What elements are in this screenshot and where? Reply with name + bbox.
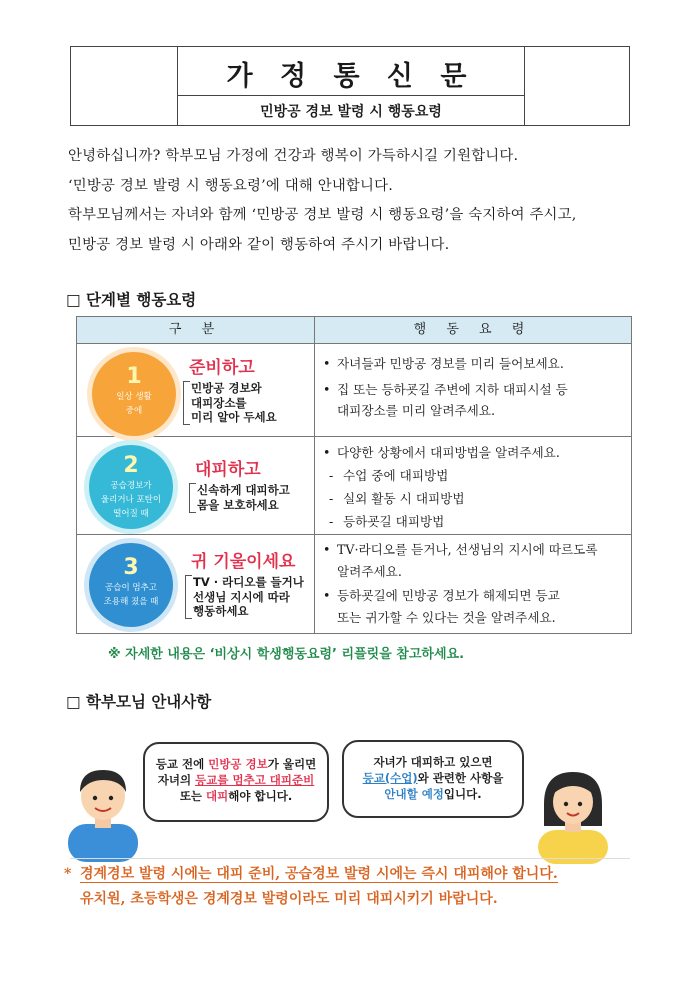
intro-line: 민방공 경보 발령 시 아래와 같이 행동하여 주시기 바랍니다. xyxy=(68,236,450,253)
step-actions xyxy=(323,353,568,422)
step-desc-line: 행동하세요 xyxy=(193,604,249,618)
step-desc-line: TV · 라디오를 들거나 xyxy=(193,575,304,589)
step-1-badge xyxy=(92,352,176,436)
warning-text: 경계경보 발령 시에는 대피 준비, 공습경보 발령 시에는 즉시 대피해야 합니다. xyxy=(80,866,558,882)
step-condition: 일상 생활 xyxy=(116,392,152,402)
bullet: - xyxy=(329,491,334,506)
action-line xyxy=(323,585,598,607)
speech-line: 등교(수업)와 관련한 사항을 xyxy=(362,771,504,785)
bullet: • xyxy=(323,381,331,397)
action-text: 알려주세요. xyxy=(337,563,402,579)
bullet: - xyxy=(329,468,334,483)
action-line xyxy=(323,353,568,375)
bullet: • xyxy=(323,542,331,557)
table-row-divider xyxy=(77,436,631,437)
step-condition: 중에 xyxy=(125,406,143,416)
action-text: 대피장소를 미리 알려주세요. xyxy=(337,403,495,418)
intro-paragraph xyxy=(68,142,648,260)
action-line xyxy=(323,400,568,422)
step-condition: 공습이 멈추고 xyxy=(105,583,157,593)
bullet: • xyxy=(323,588,331,603)
divider xyxy=(70,858,630,859)
step-number: 2 xyxy=(123,453,139,478)
speech-line: 또는 대피해야 합니다. xyxy=(179,789,293,803)
step-actions xyxy=(323,441,560,533)
step-description xyxy=(193,575,304,619)
bullet: • xyxy=(323,356,331,371)
table-header-actions: 행 동 요 령 xyxy=(315,317,631,344)
step-condition: 공습경보가 xyxy=(110,481,152,491)
step-condition: 조용해 졌을 때 xyxy=(103,597,159,607)
step-description xyxy=(191,381,277,425)
action-text: 자녀들과 민방공 경보를 미리 들어보세요. xyxy=(337,356,564,371)
step-desc-line: 몸을 보호하세요 xyxy=(197,497,279,512)
speech-bubble-right xyxy=(342,740,524,818)
action-line xyxy=(323,539,598,561)
asterisk: * xyxy=(64,866,72,882)
reference-note: ※ 자세한 내용은 ‘비상시 학생행동요령’ 리플릿을 참고하세요. xyxy=(108,647,465,662)
step-condition: 울리거나 포탄이 xyxy=(100,495,162,505)
action-line xyxy=(323,607,598,629)
action-text: TV·라디오를 듣거나, 선생님의 지시에 따르도록 xyxy=(337,542,598,557)
boy-illustration xyxy=(64,762,142,862)
action-line xyxy=(323,510,560,533)
speech-line: 자녀가 대피하고 있으면 xyxy=(373,755,493,769)
speech-line: 등교 전에 민방공 경보가 울리면 xyxy=(155,757,317,771)
step-number: 3 xyxy=(123,555,139,580)
step-desc-line: 신속하게 대피하고 xyxy=(197,483,290,497)
action-line xyxy=(323,379,568,401)
table-header-category: 구 분 xyxy=(77,317,314,344)
bullet: • xyxy=(323,445,331,460)
table-column-divider xyxy=(314,317,315,633)
document-title: 가 정 통 신 문 xyxy=(226,61,476,92)
action-text: 집 또는 등하굣길 주변에 지하 대피시설 등 xyxy=(337,381,568,397)
warning-line: 유치원, 초등학생은 경계경보 발령이라도 미리 대피시키기 바랍니다. xyxy=(80,891,498,907)
girl-illustration xyxy=(530,764,616,864)
intro-line: 학부모님께서는 자녀와 함께 ‘민방공 경보 발령 시 행동요령’을 숙지하여 주시고, xyxy=(68,207,577,223)
speech-bubble-left xyxy=(143,742,329,822)
action-line xyxy=(323,441,560,464)
step-description xyxy=(197,483,290,512)
action-line xyxy=(323,561,598,583)
step-name: 귀 기울이세요 xyxy=(191,552,296,572)
action-line xyxy=(323,487,560,510)
action-text: 실외 활동 시 대피방법 xyxy=(343,491,465,506)
section-heading-parents: □ 학부모님 안내사항 xyxy=(66,693,212,711)
action-text: 등하굣길에 민방공 경보가 해제되면 등교 xyxy=(337,588,560,603)
header-box xyxy=(70,46,630,126)
step-actions xyxy=(323,539,598,628)
steps-table xyxy=(76,316,632,634)
speech-line: 자녀의 등교를 멈추고 대피준비 xyxy=(157,773,315,787)
step-desc-line: 대피장소를 xyxy=(191,395,247,410)
action-text: 수업 중에 대피방법 xyxy=(343,468,449,483)
step-desc-line: 선생님 지시에 따라 xyxy=(193,589,290,604)
header-center-cell xyxy=(177,47,525,125)
bracket-decoration xyxy=(183,381,190,425)
speech-line: 안내할 예정입니다. xyxy=(384,787,482,801)
header-divider xyxy=(178,95,524,96)
bracket-decoration xyxy=(185,575,192,619)
section-heading-steps: □ 단계별 행동요령 xyxy=(66,291,197,309)
intro-line: ‘민방공 경보 발령 시 행동요령’에 대해 안내합니다. xyxy=(68,177,393,194)
bracket-decoration xyxy=(189,483,196,513)
action-text: 또는 귀가할 수 있다는 것을 알려주세요. xyxy=(337,609,556,625)
step-condition: 떨어질 때 xyxy=(113,509,149,519)
action-text: 다양한 상황에서 대피방법을 알려주세요. xyxy=(337,445,560,460)
step-name: 대피하고 xyxy=(195,460,261,480)
action-text: 등하굣길 대피방법 xyxy=(343,514,445,529)
step-number: 1 xyxy=(126,364,142,389)
warning-notice xyxy=(64,862,558,912)
bullet: - xyxy=(329,514,334,529)
step-3-badge xyxy=(89,543,173,627)
step-desc-line: 민방공 경보와 xyxy=(191,381,262,395)
step-desc-line: 미리 알아 두세요 xyxy=(191,410,277,424)
warning-line xyxy=(64,862,558,887)
table-row-divider xyxy=(77,534,631,535)
step-2-badge xyxy=(89,445,173,529)
step-name: 준비하고 xyxy=(189,358,255,378)
document-subtitle: 민방공 경보 발령 시 행동요령 xyxy=(260,104,442,120)
action-line xyxy=(323,464,560,487)
intro-line: 안녕하십니까? 학부모님 가정에 건강과 행복이 가득하시길 기원합니다. xyxy=(68,148,519,164)
